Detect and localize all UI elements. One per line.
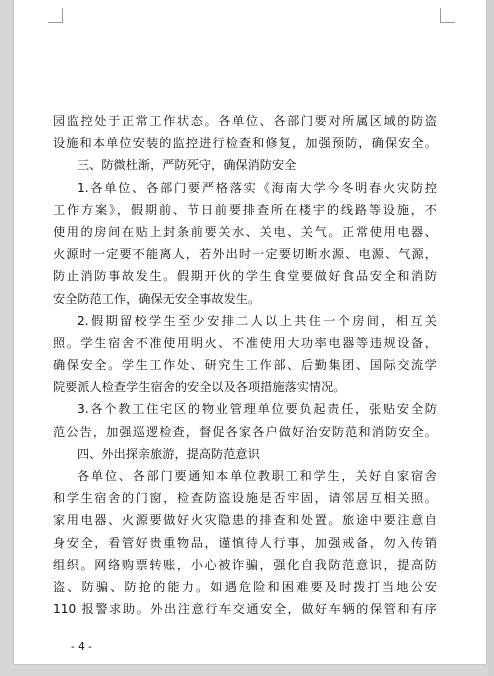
- page-number: - 4 -: [71, 641, 92, 653]
- text-line: 确保安全。学生工作处、研究生工作部、后勤集团、国际交流学: [53, 358, 437, 373]
- text-line: 2.假期留校学生至少安排二人以上共住一个房间，相互关: [77, 313, 437, 328]
- text-line: 安全防范工作，确保无安全事故发生。: [53, 291, 261, 306]
- section-heading: 三、防微杜渐，严防死守，确保消防安全: [77, 158, 297, 173]
- section-heading: 四、外出探亲旅游，提高防范意识: [77, 446, 260, 461]
- text-line: 110 报警求助。外出注意行车交通安全，做好车辆的保管和有序: [53, 602, 437, 617]
- text-line: 使用的房间在贴上封条前要关水、关电、关气。正常使用电器、: [53, 224, 437, 239]
- text-line: 防止消防事故发生。假期开伙的学生食堂要做好食品安全和消防: [53, 269, 437, 284]
- text-line: 家用电器、火源要做好火灾隐患的排查和处置。旅途中要注意自: [53, 513, 437, 528]
- page-body: [53, 110, 437, 620]
- text-line: 火源时一定要不能离人，若外出时一定要切断水源、电源、气源，: [53, 247, 437, 262]
- text-line: 盗、防骗、防抢的能力。如遇危险和困难要及时拨打当地公安: [53, 579, 437, 594]
- text-line: 1.各单位、各部门要严格落实《海南大学今冬明春火灾防控: [77, 180, 437, 195]
- text-line: 范公告，加强巡逻检查，督促各家各户做好治安防范和消防安全。: [53, 424, 437, 439]
- text-line: 工作方案》，假期前、节日前要排查所在楼宇的线路等设施，不: [53, 202, 437, 217]
- text-line: 设施和本单位安装的监控进行检查和修复，加强预防，确保安全。: [53, 136, 437, 151]
- text-line: 照。学生宿舍不准使用明火、不准使用大功率电器等违规设备，: [53, 335, 437, 350]
- crop-mark-top-left: [48, 8, 63, 23]
- text-line: 3.各个教工住宅区的物业管理单位要负起责任，张贴安全防: [77, 402, 437, 417]
- text-line: 身安全，看管好贵重物品，谨慎待人行事，加强戒备，勿入传销: [53, 535, 437, 550]
- text-line: 组织。网络购票转账，小心被诈骗，强化自我防范意识，提高防: [53, 557, 437, 572]
- scrollbar[interactable]: [488, 0, 494, 676]
- text-line: 院要派人检查学生宿舍的安全以及各项措施落实情况。: [53, 380, 346, 395]
- text-line: 和学生宿舍的门窗，检查防盗设施是否牢固，请邻居互相关照。: [53, 491, 437, 506]
- text-line: 园监控处于正常工作状态。各单位、各部门要对所属区域的防盗: [53, 114, 437, 128]
- text-line: 各单位、各部门要通知本单位教职工和学生，关好自家宿舍: [77, 469, 437, 483]
- crop-mark-top-right: [440, 8, 455, 23]
